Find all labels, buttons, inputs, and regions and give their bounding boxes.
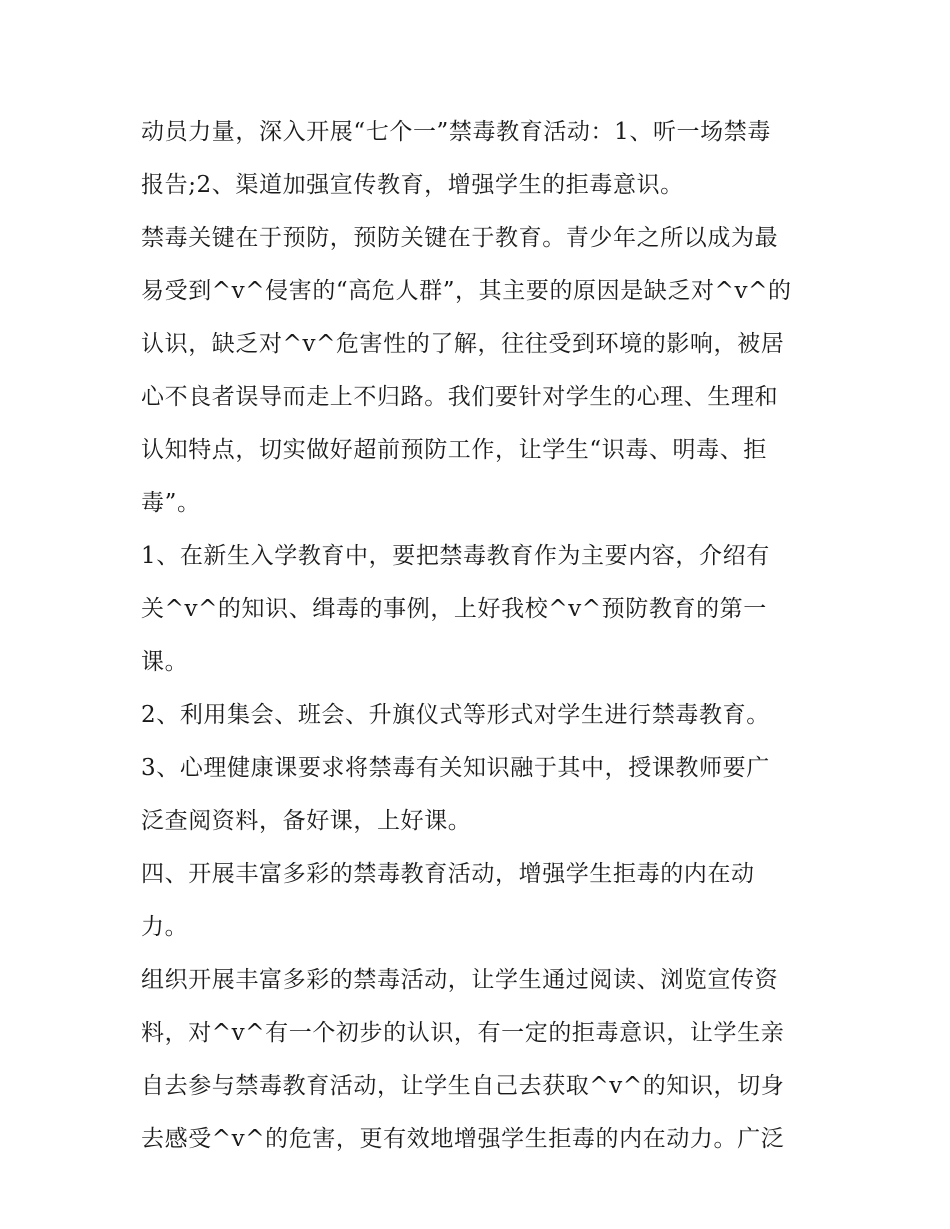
text-line: 毒”。	[141, 490, 201, 516]
text-line: 自去参与禁毒教育活动，让学生自己去获取^v^的知识，切身	[141, 1073, 785, 1099]
text-line: 3、心理健康课要求将禁毒有关知识融于其中，授课教师要广	[141, 755, 770, 781]
text-line: 课。	[141, 649, 189, 675]
text-line: 四、开展丰富多彩的禁毒教育活动，增强学生拒毒的内在动	[141, 861, 755, 887]
text-line: 禁毒关键在于预防，预防关键在于教育。青少年之所以成为最	[141, 225, 779, 251]
text-line: 组织开展丰富多彩的禁毒活动，让学生通过阅读、浏览宣传资	[141, 967, 779, 993]
text-line: 报告;2、渠道加强宣传教育，增强学生的拒毒意识。	[141, 172, 684, 198]
text-line: 易受到^v^侵害的“高危人群”，其主要的原因是缺乏对^v^的	[141, 278, 792, 304]
document-body	[141, 106, 821, 1166]
text-line: 关^v^的知识、缉毒的事例，上好我校^v^预防教育的第一	[141, 596, 767, 622]
text-line: 去感受^v^的危害，更有效地增强学生拒毒的内在动力。广泛	[141, 1126, 785, 1152]
text-line: 心不良者误导而走上不归路。我们要针对学生的心理、生理和	[141, 384, 779, 410]
text-line: 力。	[141, 914, 189, 940]
text-line: 2、利用集会、班会、升旗仪式等形式对学生进行禁毒教育。	[141, 702, 770, 728]
text-line: 认识，缺乏对^v^危害性的了解，往往受到环境的影响，被居	[141, 331, 785, 357]
text-line: 认知特点，切实做好超前预防工作，让学生“识毒、明毒、拒	[141, 437, 767, 463]
text-line: 泛查阅资料，备好课，上好课。	[141, 808, 472, 834]
text-line: 料，对^v^有一个初步的认识，有一定的拒毒意识，让学生亲	[141, 1020, 785, 1046]
text-line: 动员力量，深入开展“七个一”禁毒教育活动：1、听一场禁毒	[141, 119, 771, 145]
text-line: 1、在新生入学教育中，要把禁毒教育作为主要内容，介绍有	[141, 543, 770, 569]
